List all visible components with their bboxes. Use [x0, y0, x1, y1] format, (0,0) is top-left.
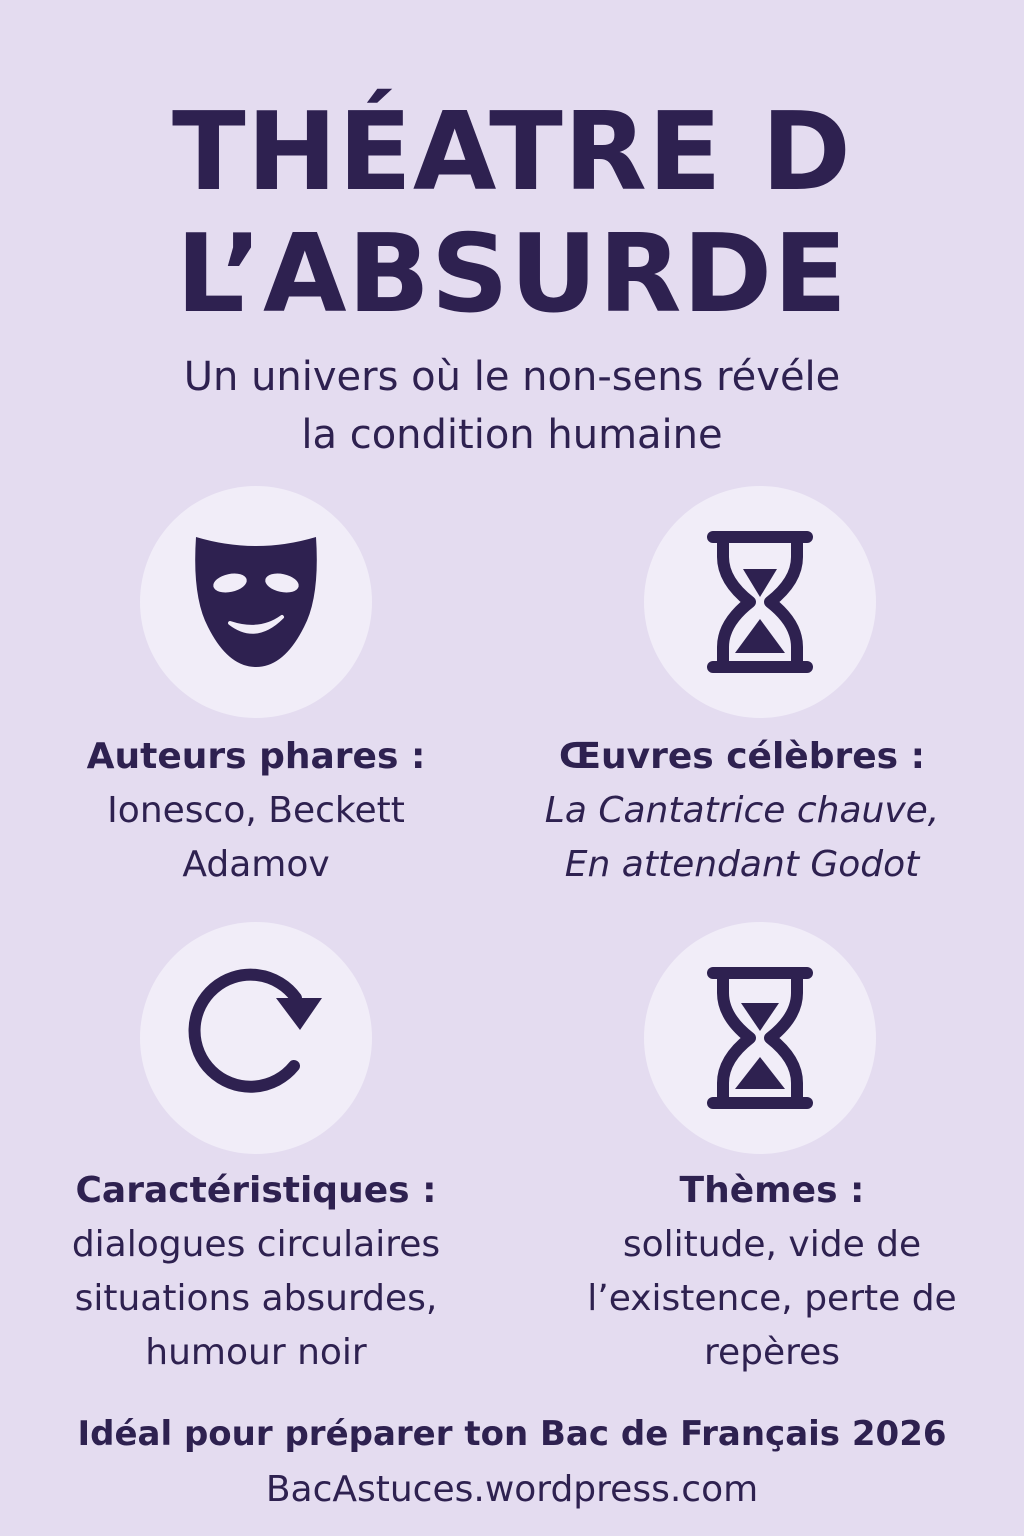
- themes-heading: Thèmes :: [679, 1170, 865, 1211]
- page-title: [0, 92, 1024, 336]
- hourglass-circle-bottom: [644, 922, 876, 1154]
- themes-line-3: repères: [703, 1332, 841, 1373]
- works-line-1: La Cantatrice chauve,: [544, 790, 940, 831]
- hourglass-circle-top: [644, 486, 876, 718]
- section-features: [36, 1164, 476, 1380]
- hourglass-icon: [705, 529, 815, 675]
- theater-mask-icon: [186, 527, 326, 677]
- footer-cta: Idéal pour préparer ton Bac de Français 2026: [77, 1414, 947, 1454]
- title-line-1: THÉATRE D: [172, 90, 852, 215]
- subtitle-line-1: Un univers où le non-sens révéle: [183, 354, 841, 400]
- authors-line-2: Adamov: [182, 844, 330, 885]
- features-line-2: situations absurdes,: [74, 1278, 438, 1319]
- features-line-3: humour noir: [145, 1332, 367, 1373]
- subtitle-line-2: la condition humaine: [301, 412, 723, 458]
- themes-line-2: l’existence, perte de: [587, 1278, 957, 1319]
- footer: [0, 1406, 1024, 1518]
- section-authors: [36, 730, 476, 892]
- authors-line-1: Ionesco, Beckett: [107, 790, 405, 831]
- section-themes: [552, 1164, 992, 1380]
- section-works: [522, 730, 962, 892]
- arrow-circle: [140, 922, 372, 1154]
- features-heading: Caractéristiques :: [75, 1170, 437, 1211]
- works-line-2: En attendant Godot: [564, 844, 920, 885]
- title-line-2: L’ABSURDE: [176, 212, 848, 337]
- works-heading: Œuvres célèbres :: [558, 736, 926, 777]
- features-line-1: dialogues circulaires: [71, 1224, 441, 1265]
- circular-arrow-icon: [176, 958, 336, 1118]
- footer-url[interactable]: BacAstuces.wordpress.com: [265, 1469, 759, 1510]
- hourglass-icon: [705, 965, 815, 1111]
- authors-heading: Auteurs phares :: [86, 736, 426, 777]
- subtitle: [0, 348, 1024, 464]
- mask-circle: [140, 486, 372, 718]
- themes-line-1: solitude, vide de: [622, 1224, 922, 1265]
